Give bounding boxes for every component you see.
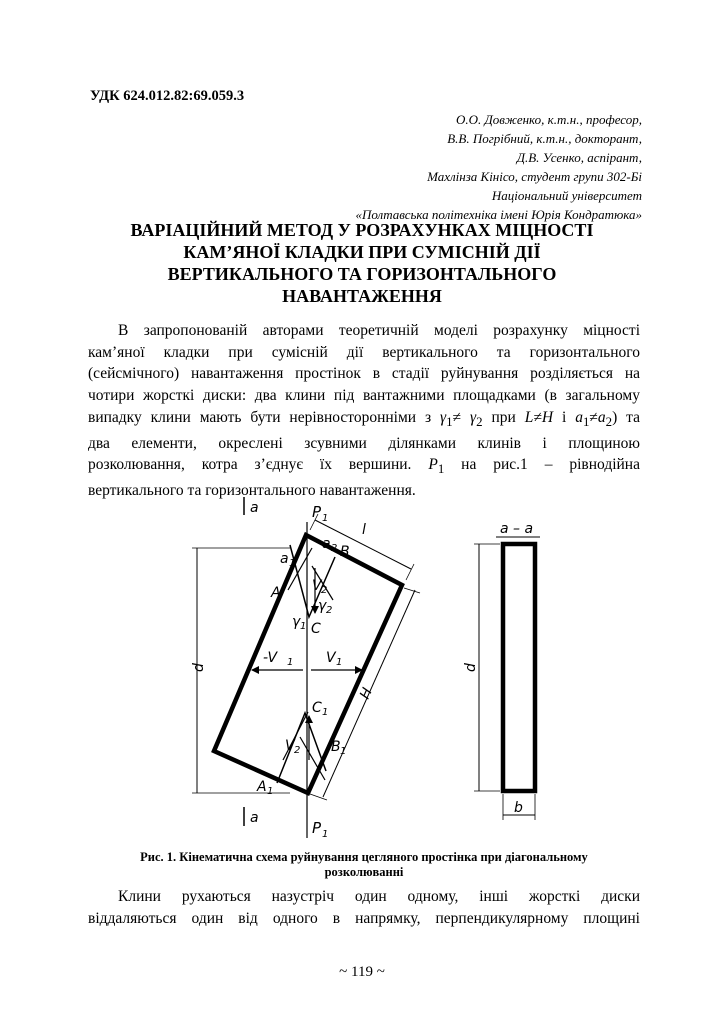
point-label-b1: B xyxy=(331,739,341,755)
title-line: ВЕРТИКАЛЬНОГО ТА ГОРИЗОНТАЛЬНОГО xyxy=(167,264,557,284)
text-fragment: на рис.1 – рівнодійна xyxy=(444,456,640,474)
load-label-p1-top: P xyxy=(312,503,322,521)
text-fragment: випадку клини мають бути нерівносторонніми з xyxy=(88,408,441,426)
dimension-label-l: l xyxy=(362,522,366,538)
author-line: О.О. Довженко, к.т.н., професор, xyxy=(455,112,642,127)
affiliation-line: «Полтавська політехніка імені Юрія Кондратюка» xyxy=(355,207,642,222)
dimension-label-h: H xyxy=(357,685,376,702)
page-number: ~ 119 ~ xyxy=(339,964,385,980)
point-label-c: C xyxy=(311,621,321,637)
subscript: 2 xyxy=(331,543,338,554)
intro-paragraph xyxy=(88,320,640,502)
text-line: віддаляються один від одного в напрямку, перпендикулярному площині xyxy=(88,909,640,927)
point-label-a1: A xyxy=(257,779,267,795)
subscript: 1 xyxy=(300,621,307,632)
subscript: 1 xyxy=(287,657,294,668)
math-variable: a xyxy=(575,408,583,426)
title-line: ВАРІАЦІЙНИЙ МЕТОД У РОЗРАХУНКАХ МІЦНОСТІ xyxy=(130,220,594,240)
wall-outline xyxy=(214,535,402,793)
text-line: кам’яної кладки при сумісній дії вертикального та горизонтального xyxy=(88,343,640,361)
point-label-c1: C xyxy=(312,700,322,716)
subscript: 1 xyxy=(322,707,329,718)
extension-line xyxy=(406,564,414,580)
kinematic-scheme-figure xyxy=(180,492,560,842)
math-variable: P xyxy=(428,456,438,474)
section-label-top: a xyxy=(250,500,259,516)
dimension-label-d: d xyxy=(191,663,207,672)
text-fragment: ) та xyxy=(612,408,641,426)
author-block xyxy=(355,110,642,224)
text-line: чотири жорсткі диски: два клини під вантажними площадками (в загальному xyxy=(88,387,640,405)
subscript: 2 xyxy=(476,413,483,429)
math-expression: L≠H xyxy=(524,408,554,426)
subscript: 1 xyxy=(336,657,343,668)
text-fragment: ≠ xyxy=(452,408,471,426)
subscript: 1 xyxy=(267,786,274,797)
section-label-bottom: a xyxy=(250,810,259,826)
gamma-symbol: γ xyxy=(470,408,477,426)
gamma-symbol: γ xyxy=(440,408,447,426)
section-title: a – a xyxy=(500,521,534,537)
label-a2: a xyxy=(322,536,331,552)
subscript: 2 xyxy=(326,605,333,616)
caption-line: розколюванні xyxy=(324,865,404,879)
text-line: два елементи, окреслені зсувними ділянками клинів і площиною xyxy=(88,434,640,452)
force-label-minus-v1: -V xyxy=(263,650,278,666)
text-fragment: ≠ xyxy=(589,408,598,426)
text-fragment: розколювання, котра з’єднує їх вершини. xyxy=(88,456,429,474)
text-line: (сейсмічного) навантаження простінок в стадії руйнування розділяється на xyxy=(88,365,640,383)
force-label-v2-bottom: V xyxy=(285,738,295,754)
author-line: В.В. Погрібний, к.т.н., докторант, xyxy=(447,131,642,146)
force-label-v2-top: V xyxy=(312,578,322,594)
text-line: вертикального та горизонтального навантаження. xyxy=(88,482,416,500)
subscript: 1 xyxy=(582,413,590,429)
affiliation-line: Національний університет xyxy=(491,188,642,203)
text-line: В запропонованій авторами теоретичній моделі розрахунку міцності xyxy=(118,322,640,339)
label-a1: a xyxy=(280,551,289,567)
text-line xyxy=(88,454,640,480)
author-line: Д.В. Усенко, аспірант, xyxy=(516,150,642,165)
title-line: КАМ’ЯНОЇ КЛАДКИ ПРИ СУМІСНІЙ ДІЇ xyxy=(183,242,541,262)
text-line xyxy=(88,407,640,433)
subscript: 1 xyxy=(322,829,329,840)
point-label-b: B xyxy=(340,544,350,560)
caption-line: Рис. 1. Кінематична схема руйнування цегляного простінка при діагональному xyxy=(140,850,588,864)
angle-label-gamma1: γ xyxy=(292,614,301,630)
body-paragraph xyxy=(88,886,640,929)
angle-label-gamma2: γ xyxy=(318,598,327,614)
author-line: Махлінза Кінісо, студент групи 302-Бі xyxy=(427,169,642,184)
load-label-p1-bottom: P xyxy=(312,819,322,837)
subscript: 1 xyxy=(437,461,445,477)
subscript: 1 xyxy=(340,746,347,757)
title-line: НАВАНТАЖЕННЯ xyxy=(282,286,442,306)
dimension-label-b: b xyxy=(514,800,523,816)
text-fragment: при xyxy=(482,408,525,426)
math-variable: a xyxy=(597,408,606,426)
wall-section-outline xyxy=(503,544,535,791)
text-fragment: і xyxy=(553,408,576,426)
subscript: 1 xyxy=(322,513,329,524)
paper-title xyxy=(80,219,644,307)
subscript: 2 xyxy=(605,413,613,429)
udk-code: УДК 624.012.82:69.059.3 xyxy=(90,88,245,104)
point-label-a: A xyxy=(271,585,281,601)
subscript: 2 xyxy=(321,585,328,596)
force-label-v1: V xyxy=(326,650,336,666)
subscript: 2 xyxy=(294,745,301,756)
extension-line xyxy=(404,588,420,593)
subscript: 1 xyxy=(289,558,296,569)
text-line: Клини рухаються назустріч один одному, інші жорсткі диски xyxy=(118,888,640,905)
subscript: 1 xyxy=(446,413,453,429)
dimension-label-d-section: d xyxy=(463,663,479,672)
figure-caption xyxy=(88,850,640,880)
